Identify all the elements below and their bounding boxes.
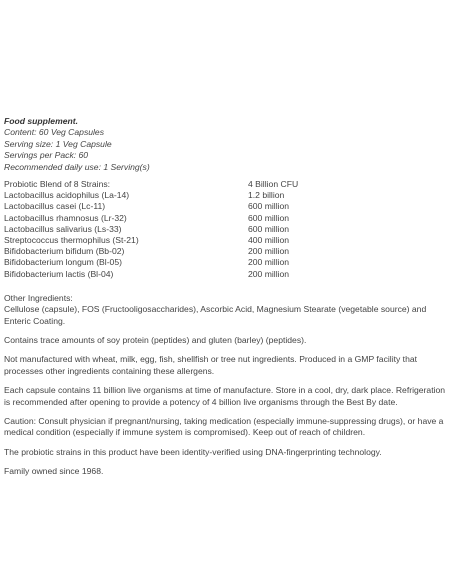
- strain-amount: 400 million: [248, 234, 290, 245]
- other-ingredients-label: Other Ingredients:: [4, 292, 73, 303]
- strain-name: Probiotic Blend of 8 Strains:: [4, 179, 111, 190]
- strain-amount: 200 million: [248, 268, 290, 279]
- blend-row: [4, 190, 448, 201]
- content-line: Content: 60 Veg Capsules: [4, 127, 105, 138]
- supplement-label-document: [4, 116, 448, 478]
- blend-row: [4, 201, 448, 212]
- blend-row: [4, 224, 448, 235]
- strain-name: Bifidobacterium lactis (Bl-04): [4, 268, 114, 279]
- document-title: Food supplement.: [4, 116, 78, 126]
- strain-amount: 600 million: [248, 201, 290, 212]
- strain-name: Lactobacillus acidophilus (La-14): [4, 190, 130, 201]
- strain-amount: 1.2 billion: [248, 190, 285, 201]
- blend-row: [4, 246, 448, 257]
- caution-paragraph: Caution: Consult physician if pregnant/nursing, taking medication (especially immune-suppressing drugs), or have a medical condition (especially if immune system is compromised). Keep out of reach of children.: [4, 415, 444, 438]
- strain-amount: 600 million: [248, 212, 290, 223]
- servings-per-pack-line: Servings per Pack: 60: [4, 150, 89, 161]
- strain-amount: 200 million: [248, 246, 290, 257]
- strain-amount: 200 million: [248, 257, 290, 268]
- blend-row: [4, 257, 448, 268]
- blend-row: [4, 269, 448, 280]
- other-ingredients-text: Cellulose (capsule), FOS (Fructooligosaccharides), Ascorbic Acid, Magnesium Stearate (vegetable source) and Enteric Coating.: [4, 304, 427, 326]
- blend-row: [4, 179, 448, 190]
- strain-name: Lactobacillus casei (Lc-11): [4, 201, 106, 212]
- blend-row: [4, 213, 448, 224]
- other-ingredients-section: [4, 293, 448, 327]
- recommended-use-line: Recommended daily use: 1 Serving(s): [4, 161, 150, 172]
- blend-row: [4, 235, 448, 246]
- storage-paragraph: Each capsule contains 11 billion live organisms at time of manufacture. Store in a cool, dry, dark place. Refrigeration is recommended after opening to provide a potency of 4 billion live organisms through the Best By date.: [4, 385, 446, 407]
- serving-size-line: Serving size: 1 Veg Capsule: [4, 138, 112, 149]
- strain-name: Lactobacillus rhamnosus (Lr-32): [4, 212, 127, 223]
- probiotic-blend-table: [4, 179, 448, 280]
- verification-paragraph: The probiotic strains in this product have been identity-verified using DNA-fingerprinting technology.: [4, 446, 382, 457]
- strain-name: Bifidobacterium longum (Bl-05): [4, 257, 122, 268]
- strain-name: Lactobacillus salivarius (Ls-33): [4, 223, 122, 234]
- strain-amount: 600 million: [248, 223, 290, 234]
- family-owned-paragraph: Family owned since 1968.: [4, 466, 104, 477]
- strain-amount: 4 Billion CFU: [248, 179, 299, 190]
- strain-name: Streptococcus thermophilus (St-21): [4, 234, 139, 245]
- manufacturing-paragraph: Not manufactured with wheat, milk, egg, fish, shellfish or tree nut ingredients. Produced in a GMP facility that processes other ingredients containing these allergens.: [4, 354, 418, 376]
- allergens-paragraph: Contains trace amounts of soy protein (peptides) and gluten (barley) (peptides).: [4, 334, 307, 345]
- strain-name: Bifidobacterium bifidum (Bb-02): [4, 246, 125, 257]
- product-header: [4, 116, 448, 173]
